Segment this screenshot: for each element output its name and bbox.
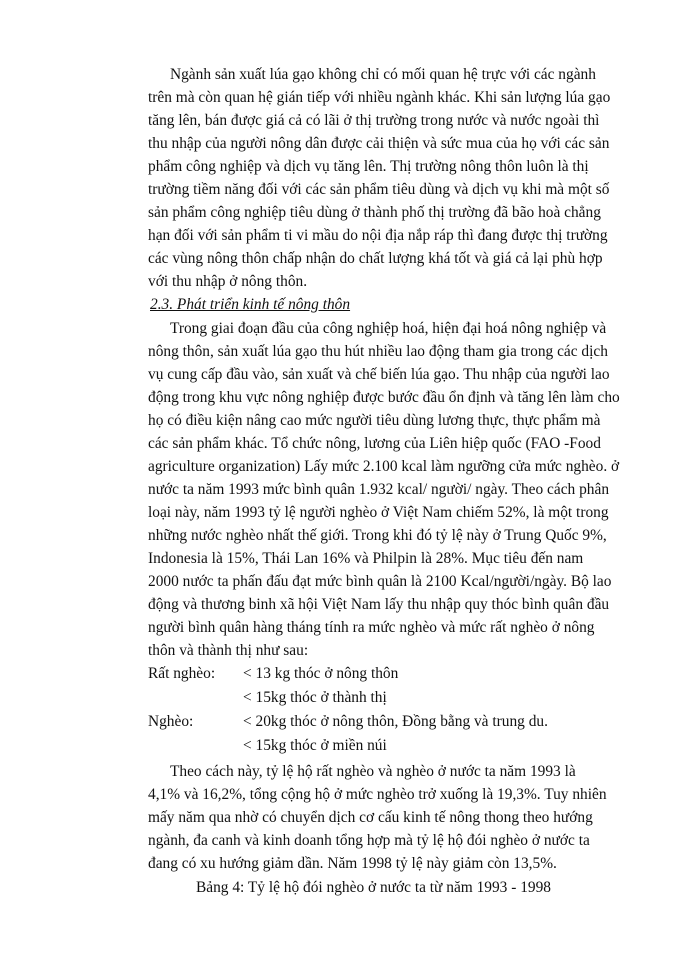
- paragraph-line: nước ta năm 1993 mức bình quân 1.932 kcal/ người/ ngày. Theo cách phân: [148, 481, 610, 498]
- poverty-threshold-value: < 15kg thóc ở miền núi: [243, 737, 387, 754]
- poverty-category-label: Nghèo:: [148, 713, 194, 730]
- paragraph-line: động và thương binh xã hội Việt Nam lấy thu nhập quy thóc bình quân đầu: [148, 596, 610, 613]
- paragraph-line: đang có xu hướng giảm dần. Năm 1998 tỷ lệ này giảm còn 13,5%.: [148, 855, 557, 872]
- paragraph-line: Ngành sản xuất lúa gạo không chỉ có mối quan hệ trực với các ngành: [170, 66, 596, 83]
- paragraph-line: mấy năm qua nhờ có chuyển dịch cơ cấu kinh tế nông thong theo hướng: [148, 809, 593, 826]
- paragraph-line: vụ cung cấp đầu vào, sản xuất và chế biến lúa gạo. Thu nhập của người lao: [148, 366, 610, 383]
- paragraph-line: trường tiềm năng đối với các sản phẩm tiêu dùng và dịch vụ khi mà một số: [148, 181, 610, 198]
- paragraph-line: tăng lên, bán được giá cả có lãi ở thị trường trong nước và nước ngoài thì: [148, 112, 600, 129]
- paragraph-line: họ có điều kiện nâng cao mức người tiêu dùng lương thực, thực phẩm mà: [148, 412, 601, 429]
- paragraph-line: các vùng nông thôn chấp nhận do chất lượng khá tốt và giá cả lại phù hợp: [148, 250, 603, 267]
- paragraph-line: nông thôn, sản xuất lúa gạo thu hút nhiều lao động tham gia trong các dịch: [148, 343, 608, 360]
- poverty-threshold-value: < 20kg thóc ở nông thôn, Đồng bằng và trung du.: [243, 713, 548, 730]
- paragraph-line: Trong giai đoạn đầu của công nghiệp hoá, hiện đại hoá nông nghiệp và: [170, 320, 607, 337]
- poverty-category-label: Rất nghèo:: [148, 665, 216, 682]
- paragraph-line: với thu nhập ở nông thôn.: [148, 273, 308, 290]
- paragraph-line: 2000 nước ta phấn đấu đạt mức bình quân là 2100 Kcal/người/ngày. Bộ lao: [148, 573, 612, 590]
- paragraph-line: hạn đối với sản phẩm ti vi mầu do nội địa nắp ráp thì đang được thị trường: [148, 227, 608, 244]
- paragraph-line: ngành, đa canh và kinh doanh tổng hợp mà tỷ lệ hộ đói nghèo ở nước ta: [148, 832, 590, 849]
- table-caption: Bảng 4: Tỷ lệ hộ đói nghèo ở nước ta từ năm 1993 - 1998: [196, 879, 551, 896]
- paragraph-line: các sản phẩm khác. Tổ chức nông, lương của Liên hiệp quốc (FAO -Food: [148, 435, 601, 452]
- paragraph-line: sản phẩm công nghiệp tiêu dùng ở thành phố thị trường đã bão hoà chẳng: [148, 204, 601, 221]
- paragraph-line: động trong khu vực nông nghiệp được bước đầu ổn định và tăng lên làm cho: [148, 389, 620, 406]
- paragraph-line: phẩm công nghiệp và dịch vụ tăng lên. Thị trường nông thôn luôn là thị: [148, 158, 589, 175]
- section-heading: 2.3. Phát triển kinh tế nông thôn: [150, 296, 351, 313]
- poverty-threshold-value: < 15kg thóc ở thành thị: [243, 689, 387, 706]
- paragraph-line: 4,1% và 16,2%, tổng cộng hộ ở mức nghèo trở xuống là 19,3%. Tuy nhiên: [148, 786, 607, 803]
- paragraph-line: Theo cách này, tỷ lệ hộ rất nghèo và nghèo ở nước ta năm 1993 là: [170, 763, 576, 780]
- paragraph-line: agriculture organization) Lấy mức 2.100 kcal làm ngưỡng cửa mức nghèo. ở: [148, 458, 620, 475]
- paragraph-line: những nước nghèo nhất thế giới. Trong khi đó tỷ lệ này ở Trung Quốc 9%,: [148, 527, 607, 544]
- paragraph-line: thu nhập của người nông dân được cải thiện và sức mua của họ với các sản: [148, 135, 610, 152]
- poverty-threshold-value: < 13 kg thóc ở nông thôn: [243, 665, 399, 682]
- paragraph-line: loại này, năm 1993 tỷ lệ người nghèo ở Việt Nam chiếm 52%, là một trong: [148, 504, 609, 521]
- paragraph-line: Indonesia là 15%, Thái Lan 16% và Philpin là 28%. Mục tiêu đến nam: [148, 550, 584, 567]
- paragraph-line: thôn và thành thị như sau:: [148, 642, 309, 659]
- paragraph-line: trên mà còn quan hệ gián tiếp với nhiều ngành khác. Khi sản lượng lúa gạo: [148, 89, 611, 106]
- paragraph-line: người bình quân hàng tháng tính ra mức nghèo và mức rất nghèo ở nông: [148, 619, 595, 636]
